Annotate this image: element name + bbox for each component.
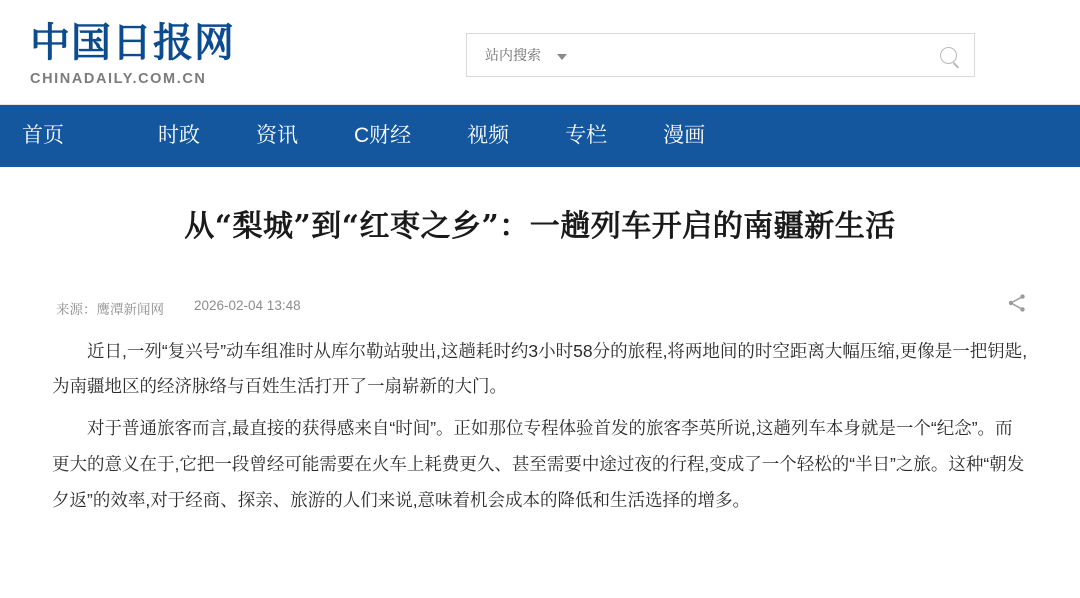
search-icon: [940, 47, 957, 64]
nav-item-politics[interactable]: 时政: [158, 124, 200, 147]
logo-chinese-text: 中国日报网: [30, 18, 235, 66]
site-header: [0, 0, 1080, 104]
nav-item-video[interactable]: 视频: [467, 124, 510, 147]
article-paragraph: 近日,一列“复兴号”动车组准时从库尔勒站驶出,这趟耗时约3小时58分的旅程,将两地间的时空距离大幅压缩,更像是一把钥匙,为南疆地区的经济脉络与百姓生活打开了一扇崭新的大门。: [52, 340, 1028, 397]
share-button[interactable]: [1006, 294, 1028, 316]
chevron-down-icon: [557, 54, 567, 60]
search-button[interactable]: [922, 34, 974, 76]
nav-item-comics[interactable]: 漫画: [663, 124, 706, 147]
article-timestamp: 2026-02-04 13:48: [194, 297, 301, 313]
article-paragraph: 对于普通旅客而言,最直接的获得感来自“时间”。正如那位专程体验首发的旅客李英所说,这趟列车本身就是一个“纪念”。而更大的意义在于,它把一段曾经可能需要在火车上耗费更久、甚至需要中途过夜的行程,变成了一个轻松的“半日”之旅。这种“朝发夕返”的效率,对于经商、探亲、旅游的人们来说,意味着机会成本的降低和生活选择的增多。: [52, 418, 1025, 510]
article-container: [0, 207, 1080, 519]
logo-english-text: CHINADAILY.COM.CN: [30, 70, 207, 87]
site-logo[interactable]: [30, 18, 280, 87]
search-bar[interactable]: [466, 33, 975, 77]
main-navigation: [0, 105, 1080, 167]
search-input[interactable]: [567, 34, 922, 76]
page-title: 从“梨城”到“红枣之乡”：一趟列车开启的南疆新生活: [184, 209, 896, 244]
nav-item-home[interactable]: 首页: [22, 124, 64, 147]
article-body: [52, 334, 1028, 519]
nav-item-finance[interactable]: C财经: [354, 124, 412, 147]
nav-item-columns[interactable]: 专栏: [565, 124, 608, 147]
article-meta: [52, 296, 1028, 320]
nav-item-news[interactable]: 资讯: [256, 124, 298, 147]
search-scope-label: 站内搜索: [485, 47, 541, 63]
search-scope-dropdown[interactable]: [467, 45, 567, 65]
article-source: 来源：鹰潭新闻网: [56, 301, 164, 317]
